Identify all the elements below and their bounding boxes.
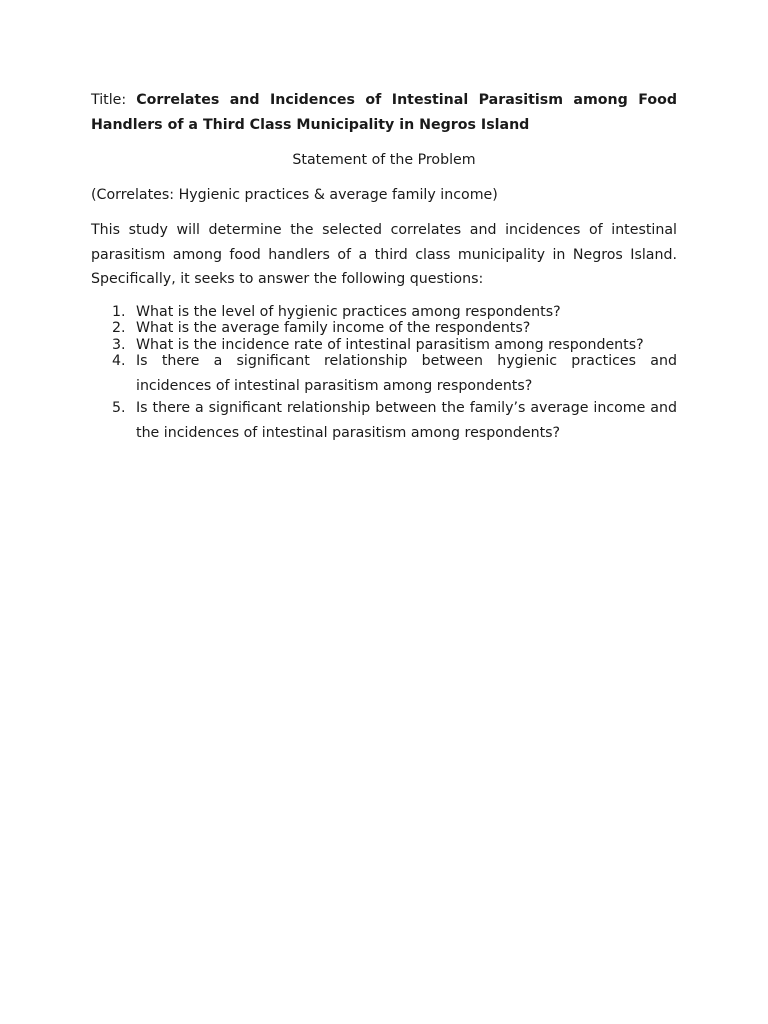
list-item-text: Is there a significant relationship between the family’s average income and the incidences of intestinal parasitism among respondents? (136, 400, 677, 441)
list-item-text: What is the level of hygienic practices among respondents? (136, 303, 561, 320)
list-item (91, 320, 677, 337)
questions-list (91, 304, 677, 446)
intro-paragraph: This study will determine the selected correlates and incidences of intestinal parasitism among food handlers of a third class municipality in Negros Island. Specifically, it seeks to answer the following questions: (91, 222, 677, 287)
list-item-number: 2. (112, 320, 126, 336)
list-item (91, 349, 677, 398)
list-item-number: 4. (112, 353, 126, 369)
correlates-note: (Correlates: Hygienic practices & average family income) (91, 187, 498, 203)
list-item-number: 3. (112, 336, 126, 353)
list-item-number: 5. (112, 400, 126, 416)
document-page (91, 88, 677, 445)
title-text: Correlates and Incidences of Intestinal Parasitism among Food Handlers of a Third Class Municipality in Negros Island (91, 92, 677, 133)
list-item (91, 304, 677, 321)
list-item-text: What is the incidence rate of intestinal parasitism among respondents? (136, 336, 644, 353)
list-item-number: 1. (112, 303, 126, 320)
list-item (91, 396, 677, 445)
title-prefix: Title: (91, 92, 127, 108)
document-title (91, 88, 677, 138)
list-item-text: What is the average family income of the respondents? (136, 320, 531, 336)
section-heading: Statement of the Problem (292, 152, 476, 168)
list-item-text: Is there a significant relationship between hygienic practices and incidences of intestinal parasitism among respondents? (136, 353, 677, 394)
